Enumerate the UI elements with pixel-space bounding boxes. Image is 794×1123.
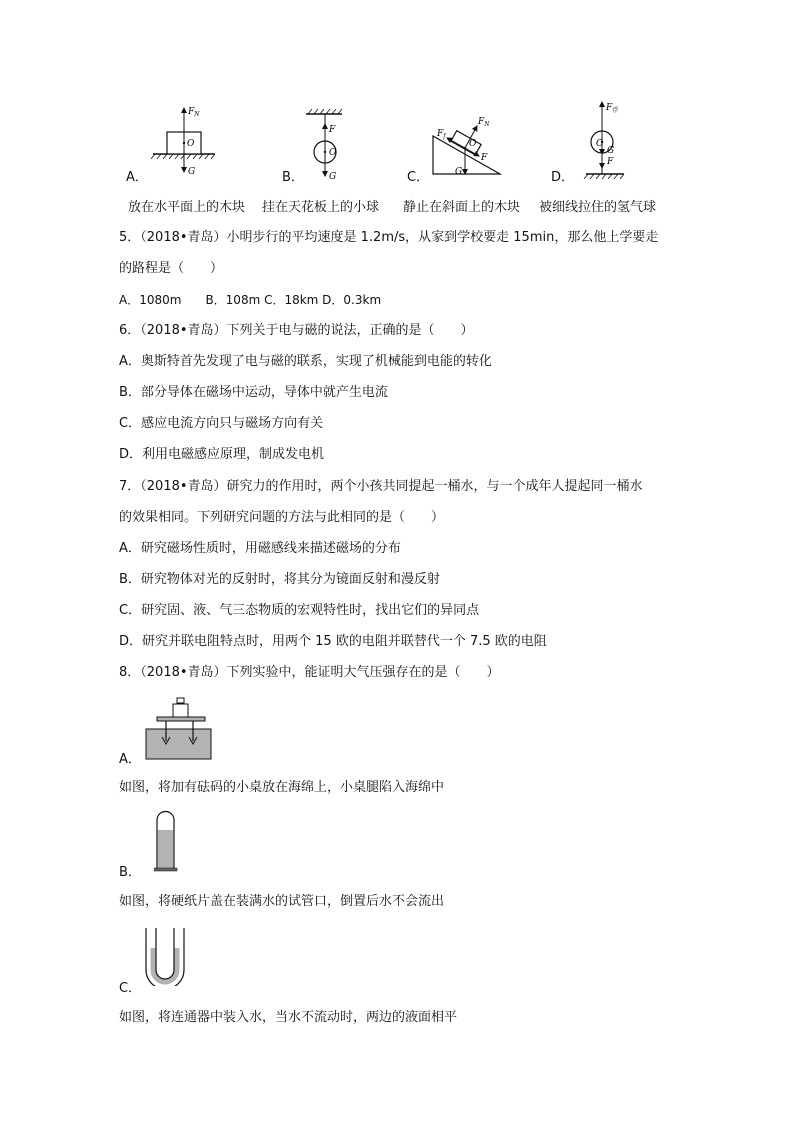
force-diagram-b — [300, 102, 360, 182]
label-fn-sub-a: N — [194, 111, 200, 118]
q8-option-a-label: A． — [119, 752, 141, 767]
q5-options: A．1080m B．108m C．18km D．0.3km — [119, 293, 382, 307]
label-g-c: G — [455, 167, 463, 177]
caption-d: 被细线拉住的氢气球 — [539, 200, 657, 215]
q8-option-a-desc: 如图，将加有砝码的小桌放在海绵上，小桌腿陷入海绵中 — [119, 780, 445, 795]
q7-stem-line2: 的效果相同。下列研究问题的方法与此相同的是（ ） — [119, 510, 445, 525]
q5-stem-line2: 的路程是（ ） — [119, 261, 224, 276]
diagram-a-label: A． — [126, 170, 148, 185]
caption-a: 放在水平面上的木块 — [128, 200, 246, 215]
label-ffu-d: F — [606, 103, 613, 113]
q8-option-b-label: B． — [119, 865, 141, 880]
q6-stem: 6．（2018•青岛）下列关于电与磁的说法，正确的是（ ） — [119, 323, 474, 338]
q7-option-a: A．研究磁场性质时，用磁感线来描述磁场的分布 — [119, 541, 401, 556]
q7-stem-line1: 7．（2018•青岛）研究力的作用时，两个小孩共同提起一桶水，与一个成年人提起同一桶水 — [119, 479, 643, 494]
diagram-b-label: B． — [282, 170, 304, 185]
q8-option-c-label: C． — [119, 981, 142, 996]
q8-option-c-desc: 如图，将连通器中装入水，当水不流动时，两边的液面相平 — [119, 1010, 458, 1025]
svg-text:FN — [187, 107, 200, 118]
label-fn-a: F — [188, 107, 195, 117]
label-ff-sub-c: f — [443, 133, 446, 140]
sponge-table-figure — [145, 695, 220, 763]
svg-text:FN — [477, 117, 490, 128]
q8-stem: 8．（2018•青岛）下列实验中，能证明大气压强存在的是（ ） — [119, 665, 500, 680]
label-f-c: F — [481, 153, 488, 163]
test-tube-figure — [154, 810, 178, 872]
label-f-b: F — [329, 125, 336, 135]
q7-option-d: D．研究并联电阻特点时，用两个 15 欧的电阻并联替代一个 7.5 欧的电阻 — [119, 634, 547, 649]
label-g-b: G — [329, 172, 337, 182]
q6-option-a: A．奥斯特首先发现了电与磁的联系，实现了机械能到电能的转化 — [119, 354, 492, 369]
u-tube-figure — [142, 926, 188, 986]
label-o-a: O — [187, 139, 195, 149]
diagram-c-label: C． — [407, 170, 430, 185]
force-diagram-a — [145, 102, 235, 182]
diagram-d-label: D． — [551, 170, 575, 185]
q6-option-c: C．感应电流方向只与磁场方向有关 — [119, 416, 324, 431]
label-g-d: G — [607, 146, 615, 156]
q8-option-b-desc: 如图，将硬纸片盖在装满水的试管口，倒置后水不会流出 — [119, 894, 445, 909]
label-ffu-sub-d: 浮 — [612, 107, 619, 114]
label-o-c: O — [469, 139, 477, 149]
caption-b: 挂在天花板上的小球 — [262, 200, 380, 215]
label-fn-c: F — [478, 117, 485, 127]
label-o-d: O — [596, 139, 604, 149]
label-g-a: G — [188, 167, 196, 177]
q6-option-b: B．部分导体在磁场中运动，导体中就产生电流 — [119, 385, 388, 400]
label-o-b: O — [329, 148, 337, 158]
q7-option-b: B．研究物体对光的反射时，将其分为镜面反射和漫反射 — [119, 572, 440, 587]
label-ff-c: F — [437, 129, 444, 139]
force-diagram-d — [580, 98, 640, 182]
label-fn-sub-c: N — [484, 121, 490, 128]
q6-option-d: D．利用电磁感应原理，制成发电机 — [119, 447, 325, 462]
svg-text:Ff — [436, 129, 447, 140]
q7-option-c: C．研究固、液、气三态物质的宏观特性时，找出它们的异同点 — [119, 603, 480, 618]
label-f-d: F — [607, 157, 614, 167]
q5-stem-line1: 5．（2018•青岛）小明步行的平均速度是 1.2m/s，从家到学校要走 15min，那么他上学要走 — [119, 230, 659, 245]
force-diagram-c — [425, 112, 505, 182]
caption-c: 静止在斜面上的木块 — [403, 200, 521, 215]
svg-text:F浮 — [605, 103, 618, 114]
